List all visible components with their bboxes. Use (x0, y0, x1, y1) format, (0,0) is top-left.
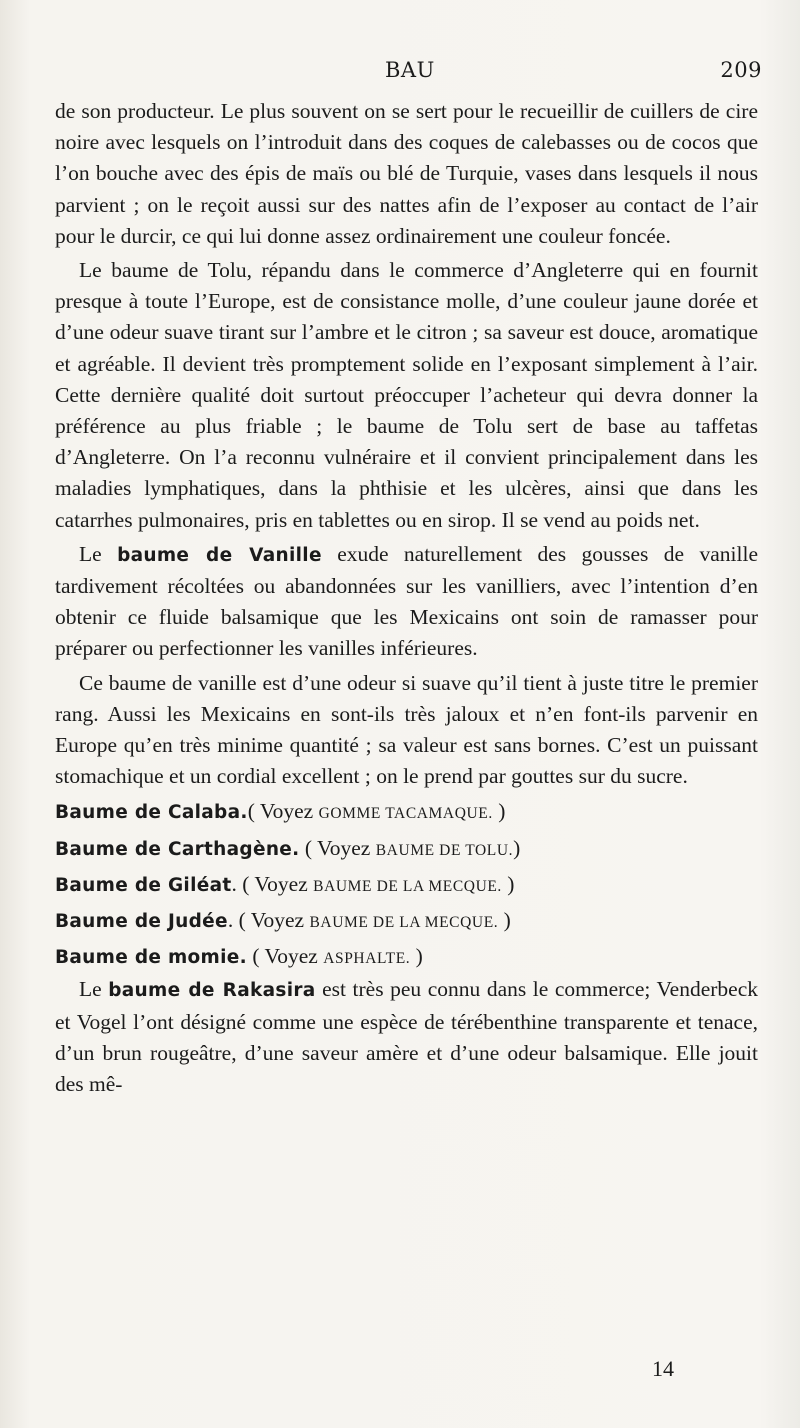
voyez-text: . ( Voyez (231, 871, 314, 896)
cross-reference-list (55, 796, 758, 974)
close-paren: ) (513, 835, 521, 860)
entry-term: baume de Rakasira (108, 980, 316, 1002)
paragraph-baume-vanille (55, 539, 758, 665)
cross-reference-entry (55, 869, 758, 902)
cross-reference-target: BAUME DE LA MECQUE. (309, 914, 499, 932)
paragraph-baume-rakasira (55, 974, 758, 1100)
close-paren: ) (501, 871, 515, 896)
page-body (55, 96, 758, 1100)
cross-reference-target: BAUME DE TOLU. (375, 841, 514, 859)
close-paren: ) (492, 799, 506, 824)
paragraph-lead: Le (79, 541, 118, 566)
entry-term: Baume de Carthagène. (55, 838, 300, 860)
paragraph-baume-tolu: Le baume de Tolu, répandu dans le commerce d’Angleterre qui en fournit presque à toute l’Europe, est de consistance molle, d’une couleur jaune dorée et d’une odeur suave tirant sur l’ambre et le citron ; sa saveur est douce, aromatique et agréable. Il devient très promptement solide en l’exposant simplement à l’air. Cette dernière qualité doit surtout préoccuper l’acheteur qui devra donner la préférence au plus friable ; le baume de Tolu sert de base au taffetas d’Angleterre. On l’a reconnu vulnéraire et il convient principalement dans les maladies lymphatiques, dans la phthisie et les ulcères, ainsi que dans les catarrhes pulmonaires, pris en tablettes ou en sirop. Il se vend au poids net. (55, 258, 758, 532)
entry-term: Baume de Judée (55, 911, 228, 933)
cross-reference-entry (55, 941, 758, 974)
voyez-text: ( Voyez (246, 944, 324, 969)
entry-term: baume de Vanille (117, 544, 322, 566)
cross-reference-entry (55, 833, 758, 866)
cross-reference-target: GOMME TACAMAQUE. (318, 805, 493, 823)
paragraph-vanille-usage: Ce baume de vanille est d’une odeur si suave qu’il tient à juste titre le premier rang. Aussi les Mexicains en sont-ils très jaloux et n’en font-ils parvenir en Europe qu’en très minime quantité ; sa valeur est sans bornes. C’est un puissant stomachique et un cordial excellent ; on le prend par gouttes sur du sucre. (55, 670, 758, 789)
entry-term: Baume de Giléat (55, 874, 232, 896)
entry-term: Baume de Calaba. (55, 802, 248, 824)
entry-term: Baume de momie. (55, 947, 247, 969)
paragraph-text: est très peu connu dans le commerce; Venderbeck et Vogel l’ont désigné comme une espèce de térébenthine transparente et tenace, d’un brun rougeâtre, d’une saveur amère et d’une odeur balsamique. Elle jouit des mê- (55, 977, 758, 1097)
voyez-text: ( Voyez (247, 799, 319, 824)
page-number: 209 (720, 58, 762, 82)
cross-reference-target: BAUME DE LA MECQUE. (313, 877, 502, 895)
voyez-text: . ( Voyez (227, 908, 310, 933)
cross-reference-entry (55, 905, 758, 938)
close-paren: ) (498, 908, 511, 933)
paragraph-lead: Le (79, 977, 109, 1002)
paragraph-text: exude naturellement des gousses de vanille tardivement récoltées ou abandonnées sur les vanilliers, avec l’intention d’en obtenir ce fluide balsamique que les Mexicains ont soin de ramasser pour préparer ou perfectionner les vanilles inférieures. (55, 541, 758, 661)
voyez-text: ( Voyez (299, 835, 376, 860)
cross-reference-target: ASPHALTE. (323, 950, 411, 968)
page-header (55, 58, 762, 88)
paragraph-continuation: de son producteur. Le plus souvent on se sert pour le recueillir de cuillers de cire noire avec lesquels on l’introduit dans des coques de calebasses ou de cocos que l’on bouche avec des épis de maïs ou blé de Turquie, vases dans lesquels il nous parvient ; on le reçoit aussi sur des nattes afin de l’exposer au contact de l’air pour le durcir, ce qui lui donne assez ordinairement une couleur foncée. (55, 99, 758, 248)
cross-reference-entry (55, 796, 758, 829)
close-paren: ) (410, 944, 423, 969)
running-head: BAU (385, 58, 435, 82)
signature-mark: 14 (652, 1356, 674, 1381)
